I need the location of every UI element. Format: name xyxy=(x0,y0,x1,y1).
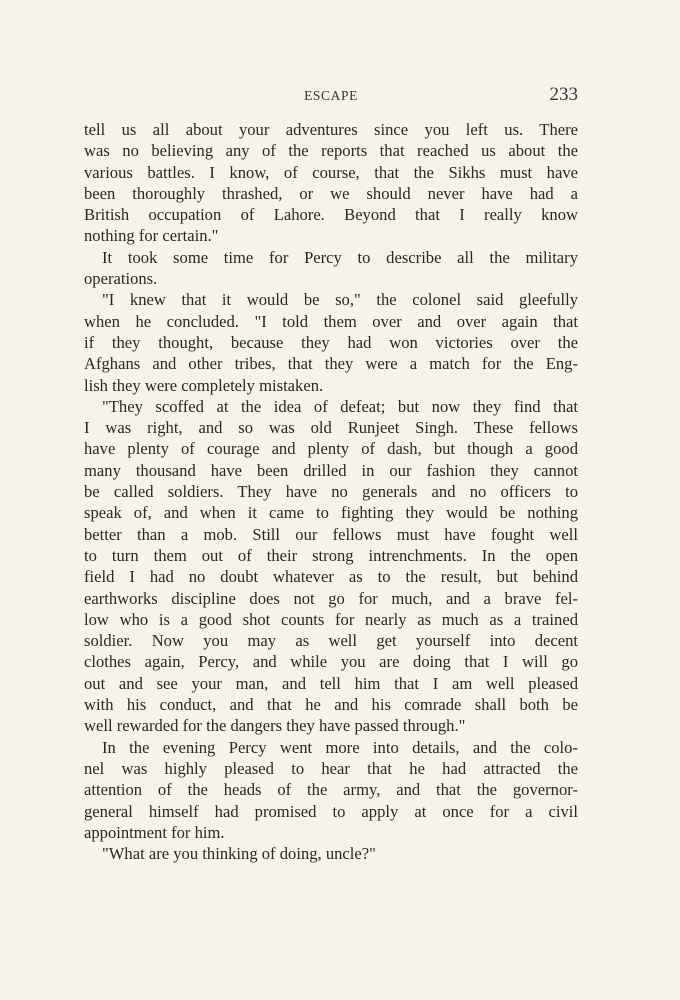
text-line: low who is a good shot counts for nearly as much as a trained xyxy=(84,609,578,629)
text-line: with his conduct, and that he and his comrade shall both be xyxy=(84,695,578,715)
running-head xyxy=(84,84,578,108)
text-line: lish they were completely mistaken. xyxy=(84,375,324,395)
text-line: well rewarded for the dangers they have passed through." xyxy=(84,716,466,736)
text-line: speak of, and when it came to fighting they would be nothing xyxy=(84,503,578,523)
paragraph-start-line: In the evening Percy went more into details, and the colo- xyxy=(102,737,578,757)
text-line: earthworks discipline does not go for much, and a brave fel- xyxy=(84,588,578,608)
text-line: when he concluded. "I told them over and over again that xyxy=(84,311,578,331)
text-line: various battles. I know, of course, that the Sikhs must have xyxy=(84,162,578,182)
text-line: soldier. Now you may as well get yourself into decent xyxy=(84,631,578,651)
paragraph-start-line: It took some time for Percy to describe all the military xyxy=(102,247,578,267)
text-line: to turn them out of their strong intrenchments. In the open xyxy=(84,545,578,565)
text-line: I was right, and so was old Runjeet Singh. These fellows xyxy=(84,418,578,438)
text-line: nel was highly pleased to hear that he had attracted the xyxy=(84,758,578,778)
text-line: attention of the heads of the army, and that the governor- xyxy=(84,780,578,800)
text-line: be called soldiers. They have no generals and no officers to xyxy=(84,482,578,502)
text-line: Afghans and other tribes, that they were a match for the Eng- xyxy=(84,354,578,374)
text-line: been thoroughly thrashed, or we should never have had a xyxy=(84,183,578,203)
text-line: clothes again, Percy, and while you are doing that I will go xyxy=(84,652,578,672)
text-line: out and see your man, and tell him that I am well pleased xyxy=(84,673,578,693)
text-line: was no believing any of the reports that reached us about the xyxy=(84,141,578,161)
text-line: operations. xyxy=(84,269,158,289)
text-line: better than a mob. Still our fellows must have fought well xyxy=(84,524,578,544)
text-line: tell us all about your adventures since you left us. There xyxy=(84,120,578,139)
body-text xyxy=(84,119,578,864)
text-line: nothing for certain." xyxy=(84,226,219,246)
page-number: 233 xyxy=(549,84,578,105)
paragraph-start-line: "I knew that it would be so," the colonel said gleefully xyxy=(102,290,578,310)
paragraph-start-line: "They scoffed at the idea of defeat; but now they find that xyxy=(102,396,578,416)
text-line: general himself had promised to apply at once for a civil xyxy=(84,801,578,821)
text-line: British occupation of Lahore. Beyond that I really know xyxy=(84,205,578,225)
text-line: many thousand have been drilled in our fashion they cannot xyxy=(84,460,578,480)
paragraph-start-line: "What are you thinking of doing, uncle?" xyxy=(102,844,376,864)
text-line: appointment for him. xyxy=(84,822,225,842)
text-line: field I had no doubt whatever as to the result, but behind xyxy=(84,567,578,587)
text-line: if they thought, because they had won victories over the xyxy=(84,332,578,352)
running-title: ESCAPE xyxy=(304,88,358,103)
text-line: have plenty of courage and plenty of dash, but though a good xyxy=(84,439,578,459)
